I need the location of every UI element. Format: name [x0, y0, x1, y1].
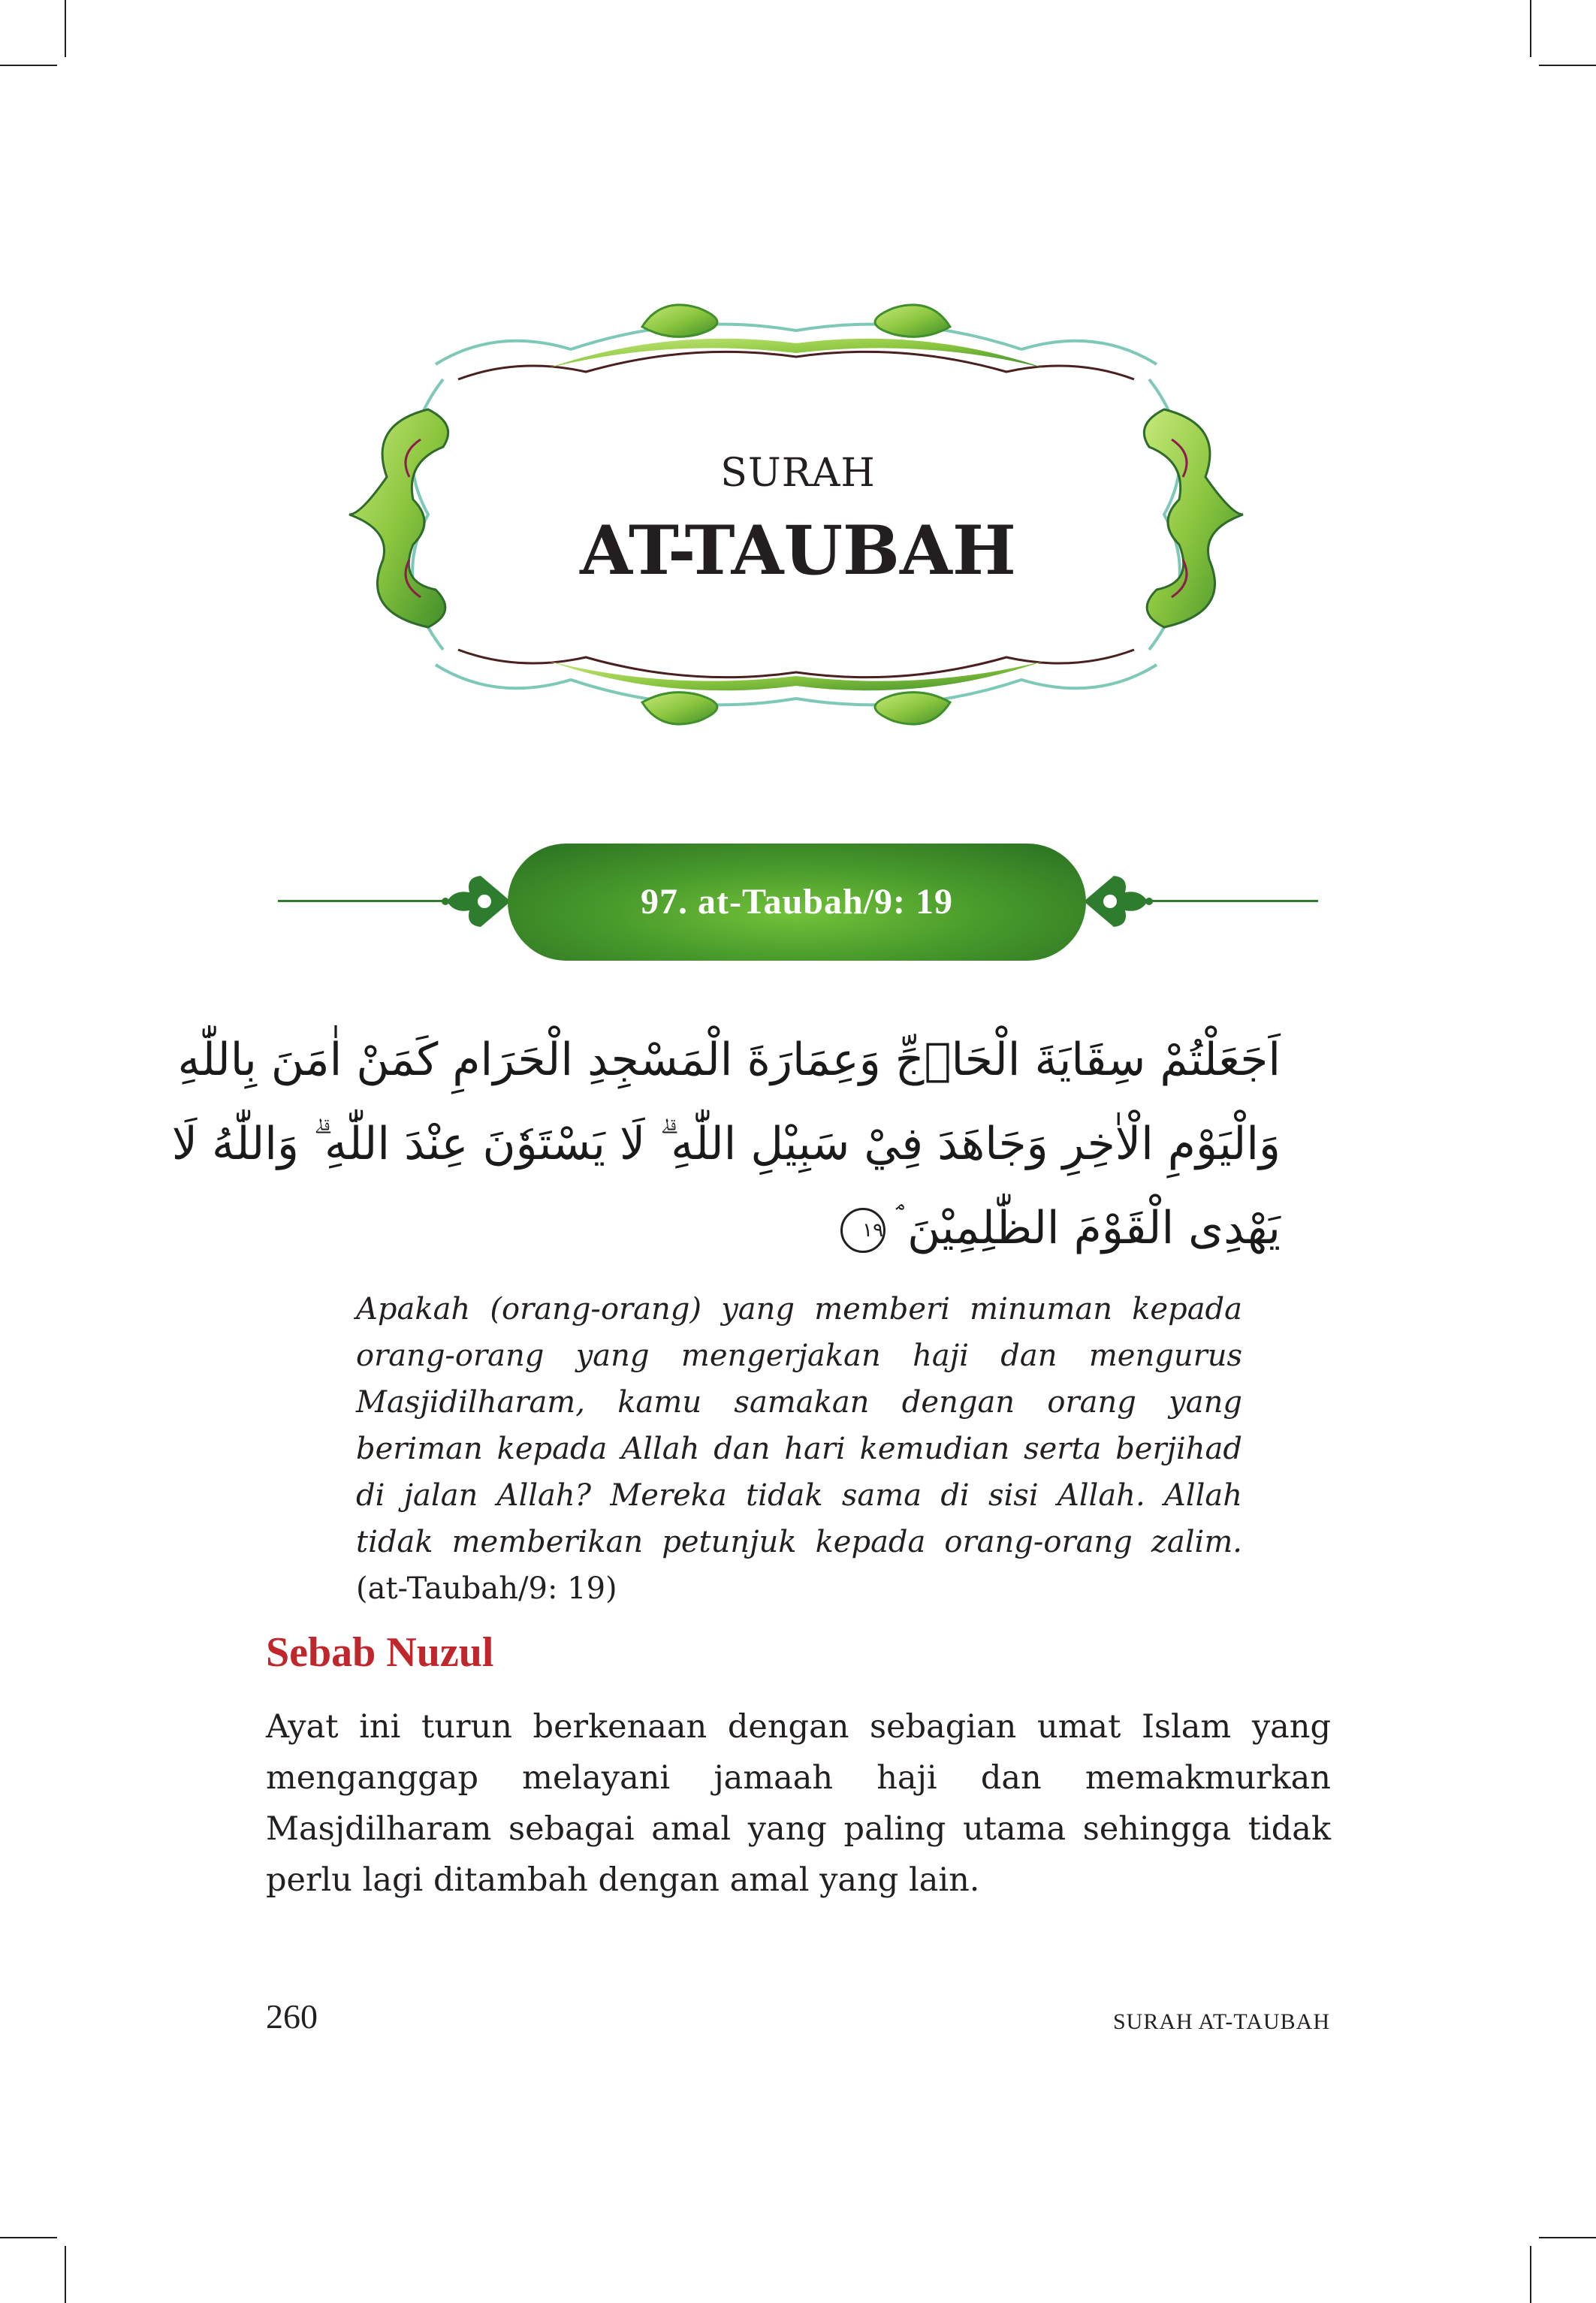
page-number: 260 — [266, 1997, 318, 2036]
crop-mark — [1530, 2246, 1531, 2303]
banner-ornament-left — [439, 870, 511, 933]
section-heading: Sebab Nuzul — [266, 1629, 494, 1676]
crop-mark — [1539, 2237, 1596, 2238]
verse-translation — [356, 1286, 1242, 1612]
arabic-line-text: يَهْدِى الْقَوْمَ الظّٰلِمِيْنَ ۘ — [896, 1202, 1281, 1254]
section-body: Ayat ini turun berkenaan dengan sebagian umat Islam yang menganggap melayani jamaah haji dan memakmurkan Masjdilharam sebagai amal yang paling utama sehingga tidak perlu lagi ditambah dengan amal yang lain. — [266, 1708, 1331, 1899]
arabic-verse — [171, 1018, 1281, 1270]
crop-mark — [0, 65, 57, 66]
surah-label-small: SURAH — [720, 451, 876, 496]
ayah-number-marker: ١٩ — [840, 1208, 885, 1253]
translation-reference: (at-Taubah/9: 19) — [356, 1571, 617, 1606]
crop-mark — [65, 0, 66, 57]
arabic-line: وَالْيَوْمِ الْاٰخِرِ وَجَاهَدَ فِيْ سَبِيْلِ اللّٰهِ ۗ لَا يَسْتَوٗنَ عِنْدَ اللّٰهِ ۗ وَاللّٰهُ لَا — [171, 1118, 1281, 1170]
crop-mark — [0, 2237, 57, 2238]
translation-text: Apakah (orang-orang) yang memberi minuman kepada orang-orang yang mengerjakan haji dan mengurus Masjidilharam, kamu samakan dengan orang yang beriman kepada Allah dan hari kemudian serta berjihad di jalan Allah? Mereka tidak sama di sisi Allah. Allah tidak memberikan petunjuk kepada orang-orang zalim. — [356, 1292, 1242, 1559]
banner-rule-left — [278, 900, 458, 902]
crop-mark — [1539, 65, 1596, 66]
surah-title: AT-TAUBAH — [580, 511, 1016, 590]
crop-mark — [1530, 0, 1531, 57]
arabic-line: اَجَعَلْتُمْ سِقَايَةَ الْحَاۤجِّ وَعِمَارَةَ الْمَسْجِدِ الْحَرَامِ كَمَنْ اٰمَنَ بِاللّٰهِ — [177, 1034, 1281, 1086]
arabic-line — [315, 1186, 1281, 1270]
verse-reference-banner: 97. at-Taubah/9: 19 — [508, 844, 1086, 961]
crop-mark — [65, 2246, 66, 2303]
running-header: SURAH AT-TAUBAH — [1112, 2009, 1330, 2034]
banner-rule-right — [1138, 900, 1318, 902]
banner-ornament-right — [1084, 870, 1155, 933]
